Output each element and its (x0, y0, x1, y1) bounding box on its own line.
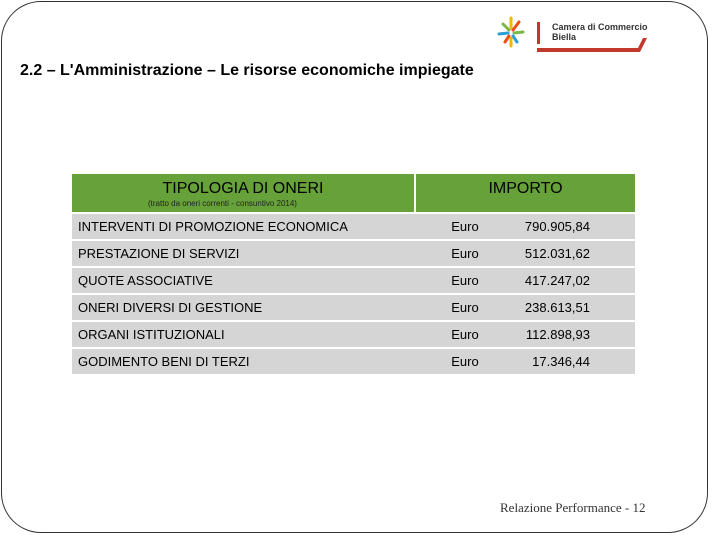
table-row (72, 321, 635, 348)
table-row (72, 240, 635, 267)
col-importo-title: IMPORTO (488, 180, 563, 197)
logo-text-line1: Camera di Commercio (552, 22, 648, 32)
oneri-table (72, 174, 635, 374)
row-currency: Euro (415, 267, 515, 294)
page-title: 2.2 – L'Amministrazione – Le risorse economiche impiegate (20, 62, 474, 79)
row-label: ONERI DIVERSI DI GESTIONE (72, 294, 415, 321)
col-tipologia-subtitle: (tratto da oneri correnti - consuntivo 2014) (148, 199, 297, 208)
row-label: PRESTAZIONE DI SERVIZI (72, 240, 415, 267)
table-row (72, 267, 635, 294)
row-amount: 238.613,51 (515, 294, 635, 321)
row-currency: Euro (415, 213, 515, 240)
row-currency: Euro (415, 348, 515, 374)
table-row (72, 348, 635, 374)
table-header-row (72, 174, 635, 213)
logo-text (552, 22, 648, 42)
col-importo-header (415, 174, 635, 213)
row-amount: 790.905,84 (515, 213, 635, 240)
row-amount: 417.247,02 (515, 267, 635, 294)
col-tipologia-header (72, 174, 415, 213)
row-amount: 17.346,44 (515, 348, 635, 374)
table-row (72, 213, 635, 240)
row-amount: 112.898,93 (515, 321, 635, 348)
row-label: QUOTE ASSOCIATIVE (72, 267, 415, 294)
row-currency: Euro (415, 321, 515, 348)
footer-page-label: Relazione Performance - 12 (500, 500, 646, 515)
row-label: GODIMENTO BENI DI TERZI (72, 348, 415, 374)
row-label: ORGANI ISTITUZIONALI (72, 321, 415, 348)
row-amount: 512.031,62 (515, 240, 635, 267)
logo-text-line2: Biella (552, 32, 577, 42)
row-label: INTERVENTI DI PROMOZIONE ECONOMICA (72, 213, 415, 240)
row-currency: Euro (415, 294, 515, 321)
col-tipologia-title: TIPOLOGIA DI ONERI (162, 180, 324, 197)
table-row (72, 294, 635, 321)
row-currency: Euro (415, 240, 515, 267)
